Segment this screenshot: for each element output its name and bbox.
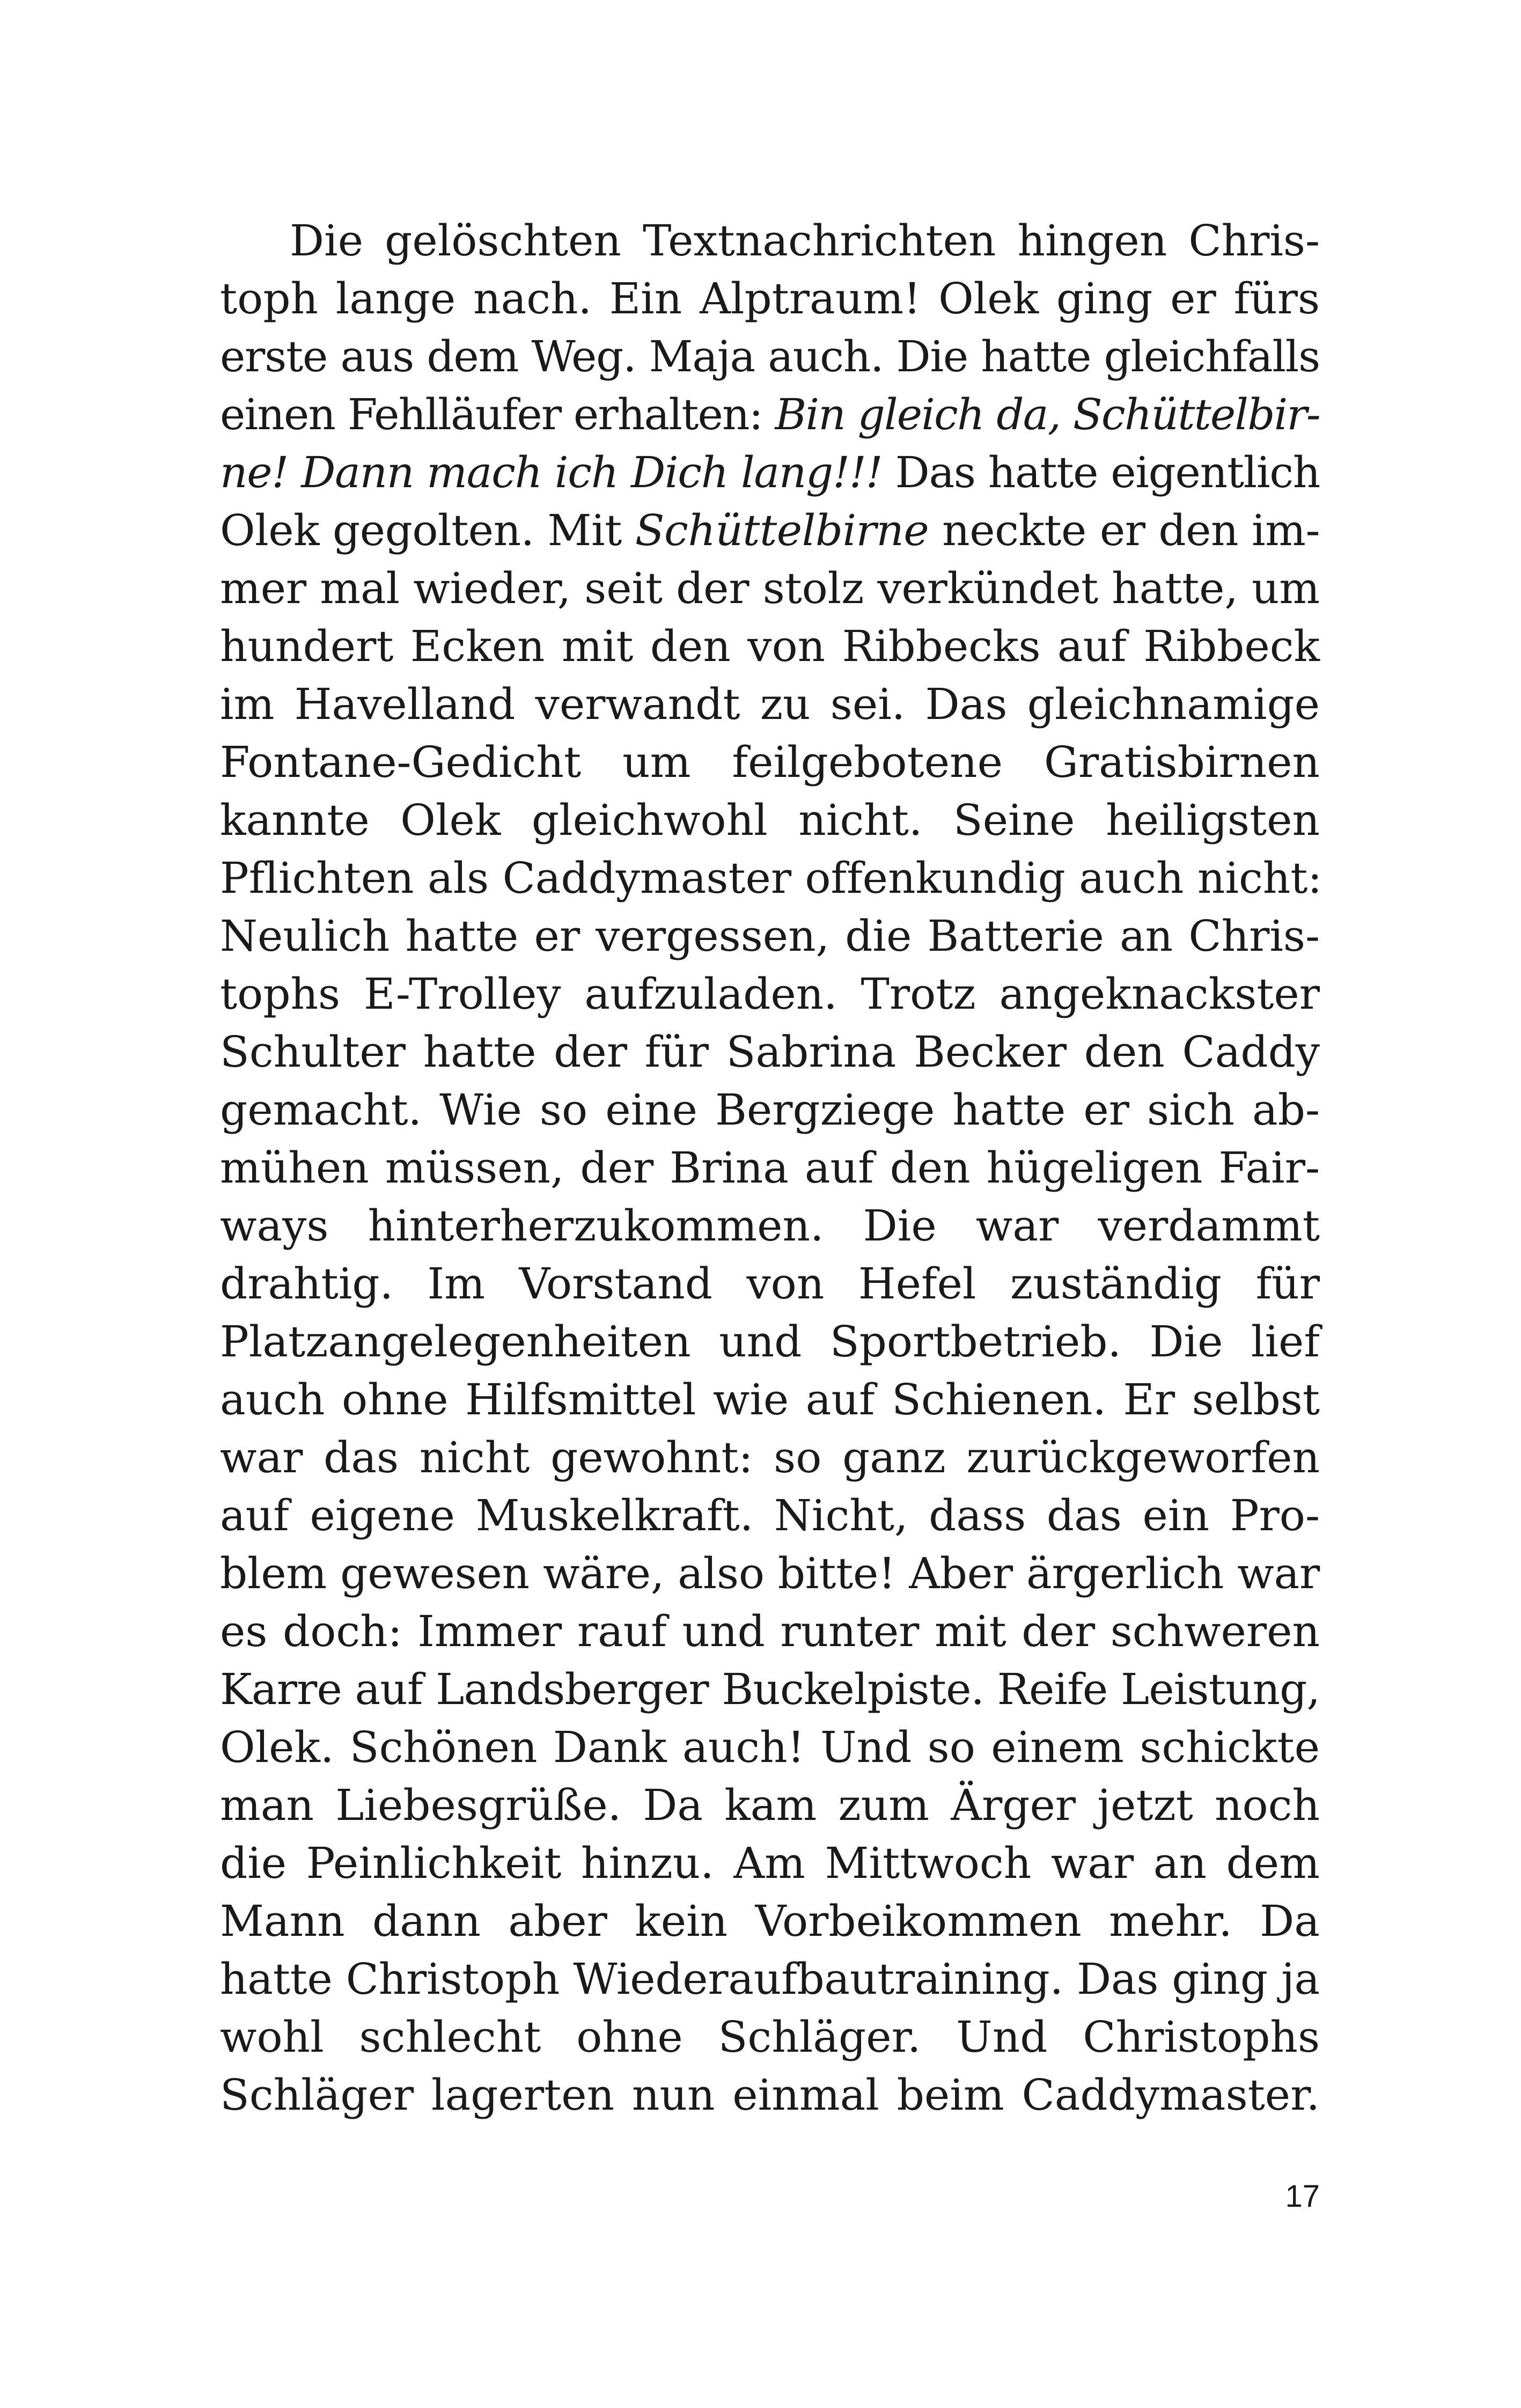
text-segment: Olek. Schönen Dank auch! Und so einem schickte — [220, 1722, 1320, 1772]
text-line — [220, 560, 1320, 618]
text-segment: im Havelland verwandt zu sei. Das gleichnamige — [220, 679, 1320, 729]
text-line — [220, 1603, 1320, 1661]
text-line — [220, 502, 1320, 560]
text-segment: auf eigene Muskelkraft. Nicht, dass das ein Pro- — [220, 1491, 1320, 1540]
text-segment: es doch: Immer rauf und runter mit der schweren — [220, 1606, 1320, 1656]
text-segment: neckte er den im- — [929, 505, 1320, 555]
text-line — [220, 1661, 1320, 1719]
text-segment: Mann dann aber kein Vorbeikommen mehr. Da — [220, 1896, 1320, 1946]
text-line — [220, 212, 1320, 270]
text-line — [220, 1371, 1320, 1429]
text-line — [220, 2008, 1320, 2066]
text-segment: Pflichten als Caddymaster offenkundig auch nicht: — [220, 853, 1322, 903]
text-line — [220, 1023, 1320, 1081]
text-line — [220, 1429, 1320, 1487]
text-line — [220, 1719, 1320, 1776]
text-line — [220, 1255, 1320, 1313]
text-segment: Fontane-Gedicht um feilgebotene Gratisbirnen — [220, 737, 1320, 787]
text-segment: kannte Olek gleichwohl nicht. Seine heiligsten — [220, 795, 1320, 845]
text-segment: Die gelöschten Textnachrichten hingen Chris- — [290, 216, 1320, 266]
text-line — [220, 1776, 1320, 1834]
italic-text-segment: Bin gleich da, Schüttelbir- — [775, 390, 1320, 439]
text-line — [220, 444, 1320, 502]
page-number: 17 — [1285, 2179, 1320, 2214]
text-segment: Schulter hatte der für Sabrina Becker den Caddy — [220, 1027, 1320, 1077]
text-line — [220, 1081, 1320, 1139]
text-segment: Das hatte eigentlich — [882, 447, 1320, 497]
text-segment: mer mal wieder, seit der stolz verkündet hatte, um — [220, 563, 1320, 613]
text-segment: war das nicht gewohnt: so ganz zurückgeworfen — [220, 1433, 1320, 1482]
text-segment: hatte Christoph Wiederaufbautraining. Das ging ja — [220, 1954, 1320, 2004]
text-segment: drahtig. Im Vorstand von Hefel zuständig für — [220, 1259, 1320, 1309]
text-line — [220, 270, 1320, 328]
text-line — [220, 2066, 1320, 2124]
text-line — [220, 1197, 1320, 1255]
text-segment: Karre auf Landsberger Buckelpiste. Reife Leistung, — [220, 1664, 1320, 1714]
text-line — [220, 1545, 1320, 1603]
text-line — [220, 849, 1320, 907]
text-segment: toph lange nach. Ein Alptraum! Olek ging er fürs — [220, 274, 1320, 324]
text-segment: Platzangelegenheiten und Sportbetrieb. Die lief — [220, 1317, 1320, 1367]
text-segment: erste aus dem Weg. Maja auch. Die hatte gleichfalls — [220, 332, 1320, 381]
text-line — [220, 1139, 1320, 1197]
body-text — [220, 212, 1320, 2124]
text-segment: blem gewesen wäre, also bitte! Aber ärgerlich war — [220, 1548, 1320, 1598]
text-segment: einen Fehlläufer erhalten: — [220, 390, 775, 439]
text-line — [220, 1313, 1320, 1371]
text-segment: die Peinlichkeit hinzu. Am Mittwoch war an dem — [220, 1838, 1320, 1888]
text-segment: mühen müssen, der Brina auf den hügeligen Fair- — [220, 1143, 1320, 1193]
text-segment: Olek gegolten. Mit — [220, 505, 635, 555]
text-line — [220, 907, 1320, 965]
text-segment: ways hinterherzukommen. Die war verdammt — [220, 1201, 1320, 1251]
text-line — [220, 1892, 1320, 1950]
italic-text-segment: ne! Dann mach ich Dich lang!!! — [220, 447, 883, 497]
text-line — [220, 618, 1320, 676]
text-line — [220, 328, 1320, 386]
text-segment: wohl schlecht ohne Schläger. Und Christophs — [220, 2012, 1320, 2062]
text-line — [220, 1950, 1320, 2008]
text-segment: gemacht. Wie so eine Bergziege hatte er sich ab- — [220, 1085, 1320, 1135]
text-segment: Schläger lagerten nun einmal beim Caddymaster. — [220, 2070, 1320, 2120]
italic-text-segment: Schüttelbirne — [635, 505, 929, 555]
text-segment: auch ohne Hilfsmittel wie auf Schienen. Er selbst — [220, 1375, 1320, 1425]
text-line — [220, 733, 1320, 791]
text-segment: tophs E-Trolley aufzuladen. Trotz angeknackster — [220, 969, 1320, 1019]
text-line — [220, 965, 1320, 1023]
text-line — [220, 1487, 1320, 1545]
text-line — [220, 791, 1320, 849]
text-line — [220, 676, 1320, 733]
text-segment: Neulich hatte er vergessen, die Batterie an Chris- — [220, 911, 1320, 961]
text-segment: man Liebesgrüße. Da kam zum Ärger jetzt noch — [220, 1780, 1320, 1830]
text-line — [220, 386, 1320, 444]
text-segment: hundert Ecken mit den von Ribbecks auf Ribbeck — [220, 621, 1320, 671]
text-line — [220, 1834, 1320, 1892]
